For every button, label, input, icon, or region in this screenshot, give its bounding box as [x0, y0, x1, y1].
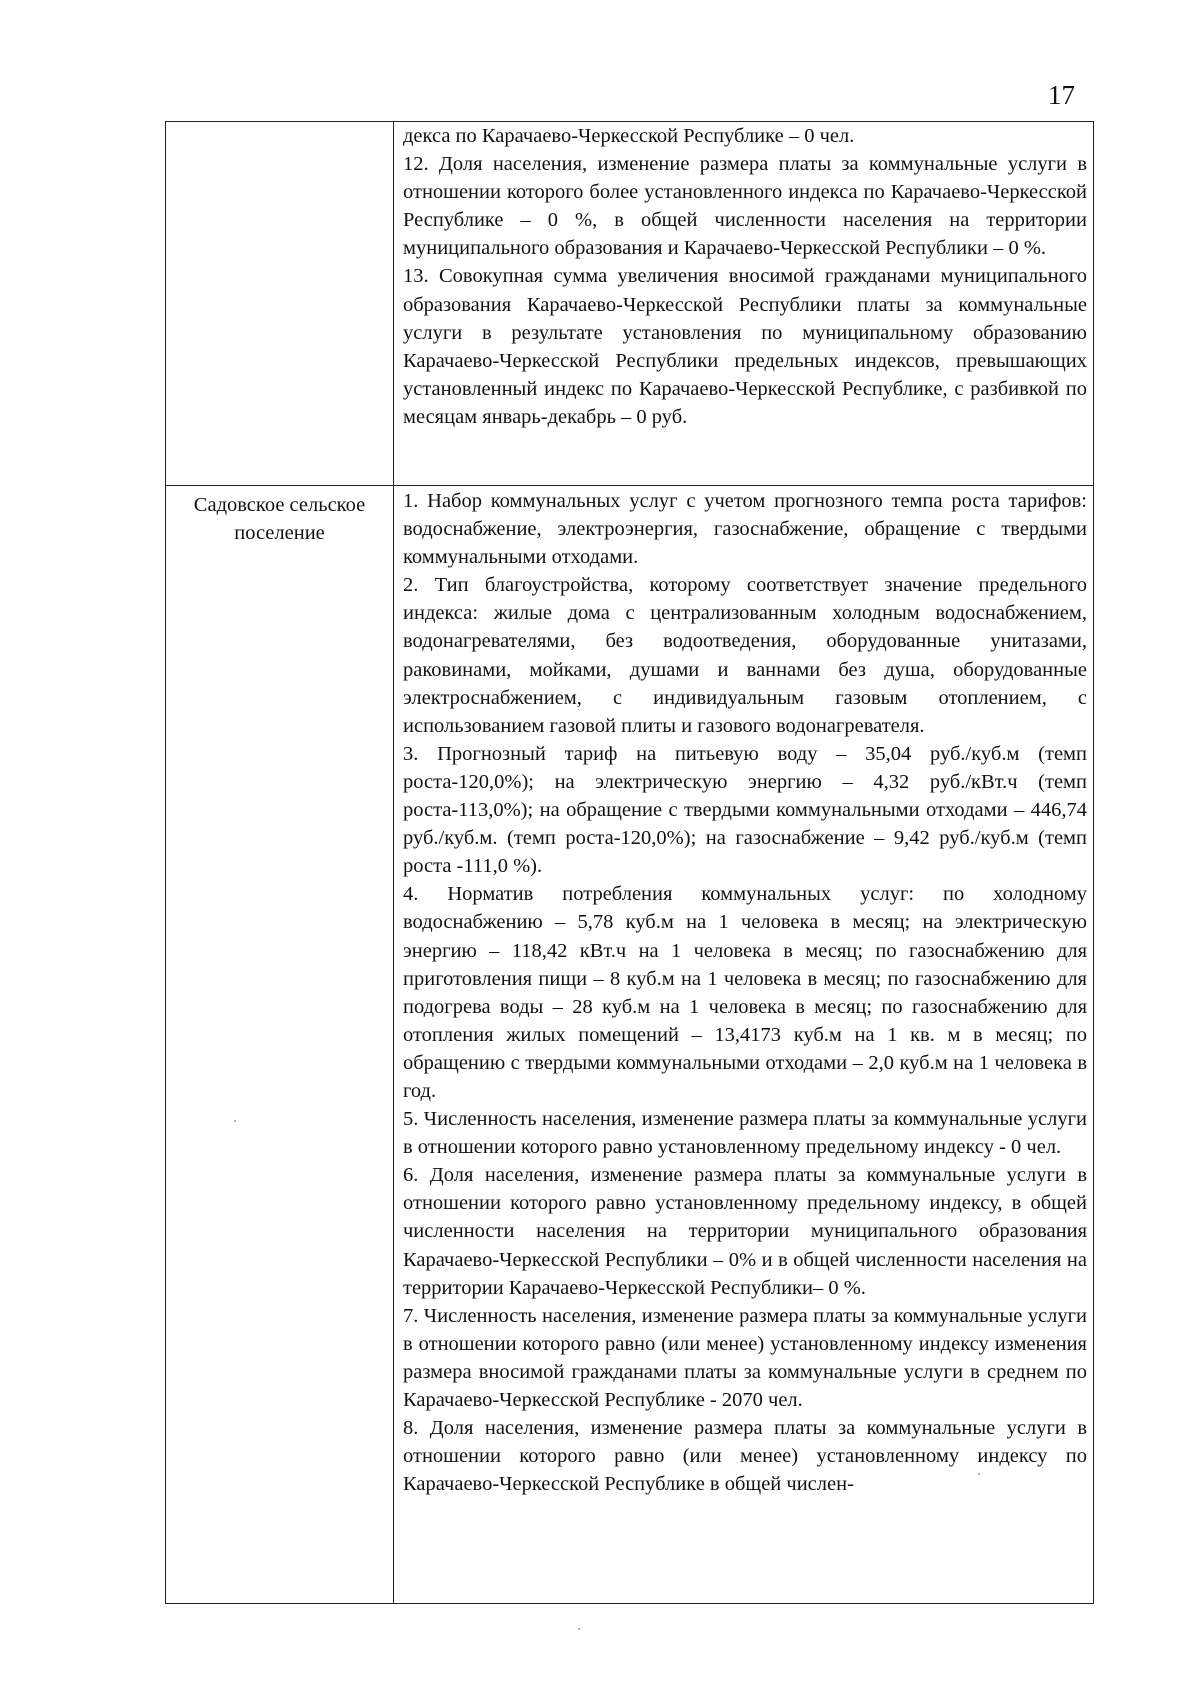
indicators-table: [165, 121, 1094, 1604]
indicator-paragraph: 12. Доля населения, изменение размера платы за коммунальные услуги в отношении которого более установленного индекса по Карачаево-Черкесской Республике – 0 %, в общей численности населения на территории муниципального образования и Карачаево-Черкесской Республики – 0 %.: [403, 153, 1087, 260]
indicator-paragraph: декса по Карачаево-Черкесской Республике – 0 чел.: [403, 125, 855, 147]
municipality-cell: Садовское сельское поселение: [166, 486, 394, 1603]
table-row: [166, 122, 1093, 485]
indicator-paragraph: 7. Численность населения, изменение размера платы за коммунальные услуги в отношении которого равно (или менее) установленному индексу изменения размера вносимой гражданами платы за коммунальные услуги в среднем по Карачаево-Черкесской Республике - 2070 чел.: [403, 1304, 1087, 1411]
scan-speck: [234, 1120, 236, 1122]
indicator-paragraph: 2. Тип благоустройства, которому соответствует значение предельного индекса: жилые дома с централизованным холодным водоснабжением, водонагревателями, без водоотведения, оборудованные унитазами, раковинами, мойками, душами и ваннами без душа, оборудованные электроснабжением, с индивидуальным газовым отоплением, с использованием газовой плиты и газового водонагревателя.: [403, 574, 1087, 737]
scan-speck: [578, 1628, 580, 1630]
indicator-paragraph: 8. Доля населения, изменение размера платы за коммунальные услуги в отношении которого равно (или менее) установленному индексу по Карачаево-Черкесской Республике в общей числен-: [403, 1417, 1087, 1496]
indicator-paragraph: 4. Норматив потребления коммунальных услуг: по холодному водоснабжению – 5,78 куб.м на 1 человека в месяц; на электрическую энергию – 118,42 кВт.ч на 1 человека в месяц; по газоснабжению для приготовления пищи – 8 куб.м на 1 человека в месяц; по газоснабжению для подогрева воды – 28 куб.м на 1 человека в месяц; по газоснабжению для отопления жилых помещений – 13,4173 куб.м на 1 кв. м в месяц; по обращению с твердыми коммунальными отходами – 2,0 куб.м на 1 человека в год.: [403, 883, 1087, 1102]
page-number: 17: [1048, 80, 1075, 110]
municipality-cell: [166, 122, 394, 485]
indicators-cell: [394, 486, 1093, 1603]
indicator-paragraph: 6. Доля населения, изменение размера платы за коммунальные услуги в отношении которого равно установленному предельному индексу, в общей численности населения на территории муниципального образования Карачаево-Черкесской Республики – 0% и в общей численности населения на территории Карачаево-Черкесской Республики– 0 %.: [403, 1164, 1087, 1299]
indicator-paragraph: 1. Набор коммунальных услуг с учетом прогнозного темпа роста тарифов: водоснабжение, электроэнергия, газоснабжение, обращение с твердыми коммунальными отходами.: [403, 490, 1087, 569]
scan-speck: [978, 1473, 980, 1475]
indicator-paragraph: 13. Совокупная сумма увеличения вносимой гражданами муниципального образования Карачаево-Черкесской Республики платы за коммунальные услуги в результате установления по муниципальному образованию Карачаево-Черкесской Республики предельных индексов, превышающих установленный индекс по Карачаево-Черкесской Республике, с разбивкой по месяцам январь-декабрь – 0 руб.: [403, 265, 1087, 428]
indicator-paragraph: 5. Численность населения, изменение размера платы за коммунальные услуги в отношении которого равно установленному предельному индексу - 0 чел.: [403, 1108, 1087, 1159]
indicators-cell: [394, 122, 1093, 485]
indicator-paragraph: 3. Прогнозный тариф на питьевую воду – 35,04 руб./куб.м (темп роста-120,0%); на электрическую энергию – 4,32 руб./кВт.ч (темп роста-113,0%); на обращение с твердыми коммунальными отходами – 446,74 руб./куб.м. (темп роста-120,0%); на газоснабжение – 9,42 руб./куб.м (темп роста -111,0 %).: [403, 742, 1087, 878]
table-row: [166, 485, 1093, 1603]
